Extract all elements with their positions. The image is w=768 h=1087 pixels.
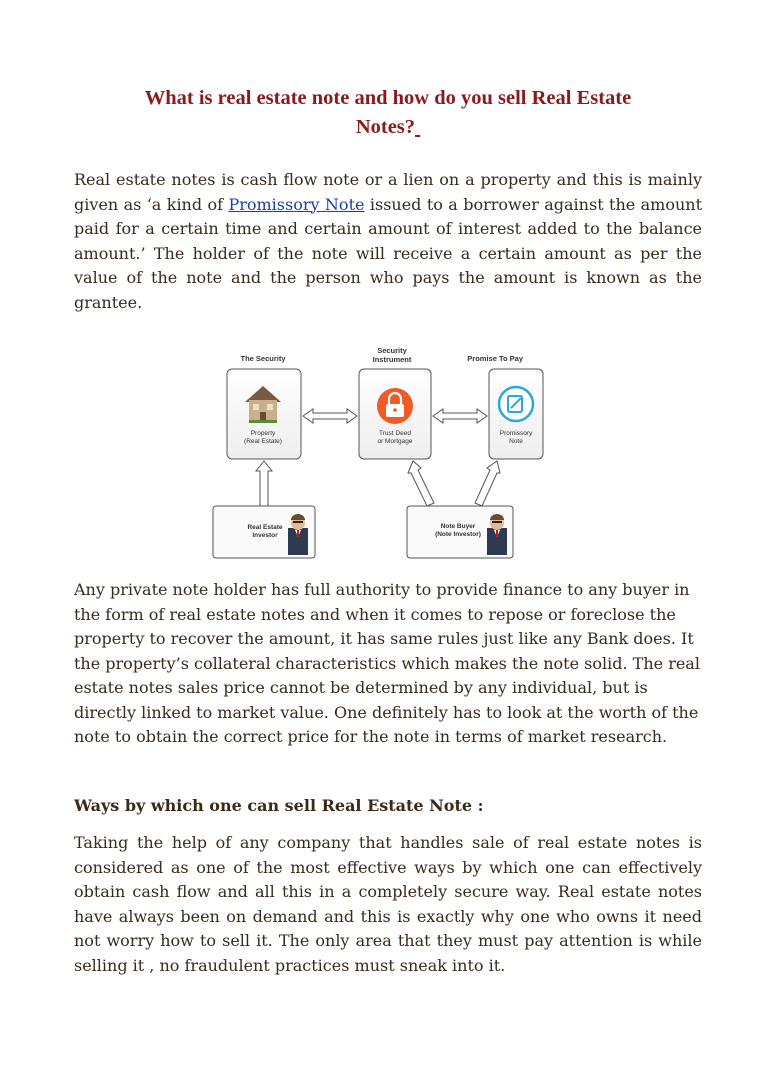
arrow-up-icon — [256, 461, 272, 506]
buyer-label-2: (Note Investor) — [435, 531, 481, 538]
double-arrow-right-icon — [433, 409, 487, 423]
label-the-security: The Security — [240, 354, 286, 363]
investor-label-2: Investor — [252, 532, 278, 539]
double-arrow-left-icon — [303, 409, 357, 423]
promissory-note-link[interactable]: Promissory Note — [228, 194, 365, 214]
label-promise-to-pay: Promise To Pay — [467, 354, 523, 363]
promissory-label-1: Promissory — [499, 430, 533, 437]
page-title — [74, 84, 702, 142]
label-security-instrument-2: Instrument — [372, 355, 412, 364]
intro-text-end: issued to a borrower against the amount paid for a certain time and certain amount of interest added to the balance amount.’ The holder of the note will receive a certain amount as per the value of the note and the person who pays the amount is known as the grantee. — [74, 194, 702, 312]
investor-label-1: Real Estate — [247, 524, 283, 531]
section-heading-ways-to-sell: Ways by which one can sell Real Estate Note : — [74, 796, 484, 815]
arrow-diagonal-left-icon — [408, 461, 434, 506]
promissory-label-2: Note — [509, 438, 523, 445]
property-label-1: Property — [250, 430, 276, 437]
promissory-note-icon — [499, 387, 533, 421]
title-line-2: Notes? — [355, 116, 416, 138]
arrow-diagonal-right-icon — [475, 461, 500, 506]
trust-deed-label-2: or Mortgage — [377, 438, 413, 445]
real-estate-note-diagram — [205, 340, 533, 562]
trust-deed-label-1: Trust Deed — [379, 430, 411, 437]
intro-text-start: Real estate notes is cash flow note or a lien on a property and this is mainly given as ‘a kind of — [74, 170, 702, 214]
title-line-1: What is real estate note and how do you sell Real Estate — [144, 87, 632, 109]
property-label-2: (Real Estate) — [244, 438, 282, 445]
ways-to-sell-paragraph: Taking the help of any company that handles sale of real estate notes is considered as one of the most effective ways by which one can effectively obtain cash flow and all this in a completely secure way. Real estate notes have always been on demand and this is exactly why one who owns it need not worry how to sell it. The only area that they must pay attention is while selling it , no fraudulent practices must sneak into it. — [74, 833, 702, 975]
label-security-instrument-1: Security — [377, 346, 407, 355]
buyer-label-1: Note Buyer — [440, 523, 476, 530]
lock-icon — [377, 388, 413, 424]
private-note-holder-paragraph: Any private note holder has full authority to provide finance to any buyer in the form of real estate notes and when it comes to repose or foreclose the property to recover the amount, it has same rules just like any Bank does. It the property’s collateral characteristics which makes the note solid. The real estate notes sales price cannot be determined by any individual, but is directly linked to market value. One definitely has to look at the worth of the note to obtain the correct price for the note in terms of market research. — [74, 580, 700, 746]
intro-paragraph — [74, 168, 702, 316]
